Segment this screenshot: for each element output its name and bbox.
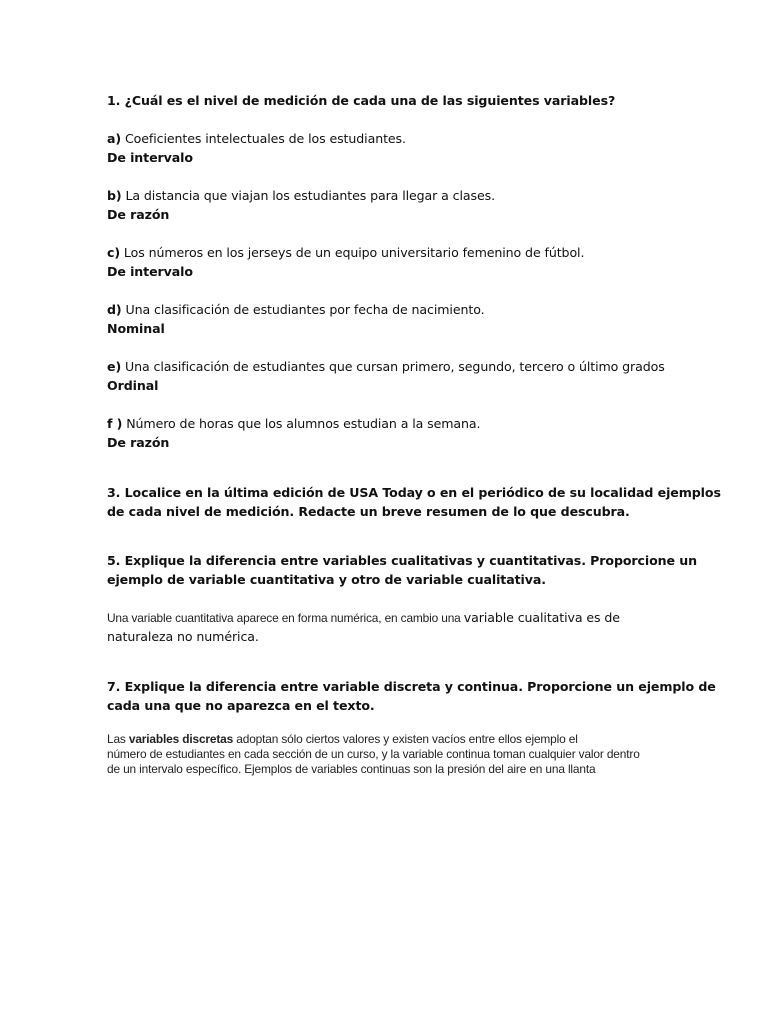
question-7-line-1: 7. Explique la diferencia entre variable discreta y continua. Proporcione un ejemplo de: [107, 679, 716, 694]
item-a-text: Coeficientes intelectuales de los estudiantes.: [121, 131, 406, 146]
item-b: [107, 187, 495, 204]
item-e-label: e): [107, 359, 122, 374]
answer-7-bold-term: variables discretas: [128, 732, 234, 746]
item-f-text: Número de horas que los alumnos estudian a la semana.: [122, 416, 481, 431]
question-5-line-1: 5. Explique la diferencia entre variables cualitativas y cuantitativas. Proporcione un: [107, 553, 697, 568]
item-f-answer: De razón: [107, 435, 170, 450]
question-3-line-1: 3. Localice en la última edición de USA Today o en el periódico de su localidad ejemplos: [107, 485, 721, 500]
item-d-text: Una clasificación de estudiantes por fecha de nacimiento.: [121, 302, 485, 317]
answer-7-line-2: número de estudiantes en cada sección de un curso, y la variable continua toman cualquier valor dentro: [107, 747, 640, 761]
item-a-label: a): [107, 131, 122, 146]
item-a-answer: De intervalo: [107, 150, 193, 165]
item-d-label: d): [107, 302, 122, 317]
item-b-text: La distancia que viajan los estudiantes para llegar a clases.: [121, 188, 495, 203]
answer-5-line-2: naturaleza no numérica.: [107, 629, 259, 644]
item-d: [107, 301, 484, 318]
question-7-line-2: cada una que no aparezca en el texto.: [107, 698, 375, 713]
question-5-line-2: ejemplo de variable cuantitativa y otro de variable cualitativa.: [107, 572, 546, 587]
question-1-heading: 1. ¿Cuál es el nivel de medición de cada una de las siguientes variables?: [107, 93, 616, 108]
answer-7-prefix: Las: [107, 732, 129, 746]
answer-5-part-1: Una variable cuantitativa aparece en forma numérica, en cambio una: [107, 611, 464, 625]
item-b-answer: De razón: [107, 207, 170, 222]
item-c-text: Los números en los jerseys de un equipo universitario femenino de fútbol.: [120, 245, 585, 260]
item-c-label: c): [107, 245, 121, 260]
item-f-label: f ): [107, 416, 123, 431]
answer-7-rest: adoptan sólo ciertos valores y existen vacíos entre ellos ejemplo el: [233, 732, 578, 746]
item-d-answer: Nominal: [107, 321, 165, 336]
item-c-answer: De intervalo: [107, 264, 193, 279]
item-f: [107, 415, 480, 432]
item-a: [107, 130, 406, 147]
item-e-text: Una clasificación de estudiantes que cursan primero, segundo, tercero o último grados: [121, 359, 665, 374]
item-e: [107, 358, 665, 375]
answer-5-part-2: variable cualitativa es de: [463, 610, 620, 625]
item-e-answer: Ordinal: [107, 378, 159, 393]
question-3-line-2: de cada nivel de medición. Redacte un breve resumen de lo que descubra.: [107, 504, 630, 519]
answer-7-line-3: de un intervalo específico. Ejemplos de variables continuas son la presión del aire en una llanta: [107, 762, 596, 776]
item-b-label: b): [107, 188, 122, 203]
item-c: [107, 244, 584, 261]
answer-5-line-1: [107, 609, 620, 627]
